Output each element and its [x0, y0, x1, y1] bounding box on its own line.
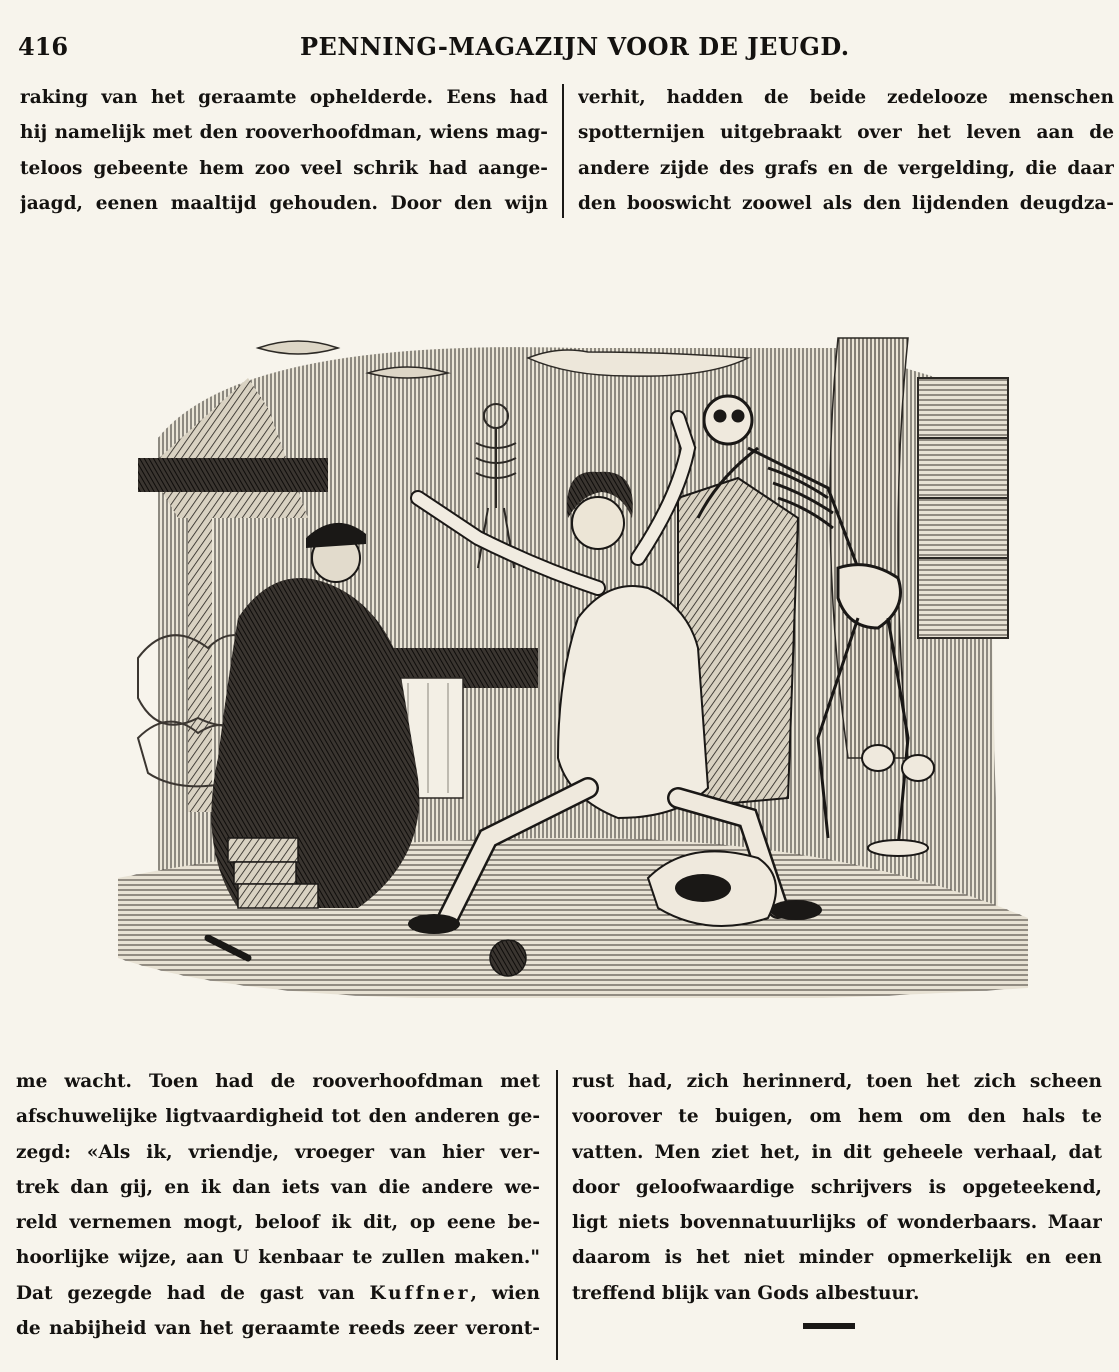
text-line: me wacht. Toen had de rooverhoofdman met — [16, 1071, 540, 1092]
text-line: zegd: «Als ik, vriendje, vroeger van hier ver- — [16, 1141, 540, 1163]
text-line: andere zijde des grafs en de vergelding, die daar — [578, 157, 1114, 179]
text-line: voorover te buigen, om hem om den hals te — [572, 1106, 1102, 1128]
text-line: hij namelijk met den rooverhoofdman, wiens mag- — [20, 122, 548, 144]
page-number: 416 — [18, 32, 69, 61]
text-line: den booswicht zoowel als den lijdenden deugdza- — [578, 192, 1114, 214]
text-line: door geloofwaardige schrijvers is opgeteekend, — [572, 1176, 1102, 1198]
top-right-column — [578, 80, 1114, 221]
text-line: jaagd, eenen maaltijd gehouden. Door den wijn — [20, 192, 548, 214]
top-left-column — [20, 80, 548, 221]
name-kuffner: Kuffner — [369, 1282, 471, 1304]
text-line: de nabijheid van het geraamte reeds zeer veront- — [16, 1318, 540, 1340]
text-line: verhit, hadden de beide zedelooze menschen — [578, 87, 1114, 108]
text-line: ligt niets bovennatuurlijks of wonderbaars. Maar — [572, 1212, 1102, 1234]
bottom-left-column — [16, 1064, 540, 1346]
running-title: PENNING-MAGAZIJN VOOR DE JEUGD. — [300, 32, 850, 61]
text-line: treffend blijk van Gods albestuur. — [572, 1282, 920, 1304]
text-line: daarom is het niet minder opmerkelijk en een — [572, 1247, 1102, 1269]
text-line: teloos gebeente hem zoo veel schrik had aange- — [20, 157, 548, 179]
text-line: raking van het geraamte ophelderde. Eens had — [20, 87, 548, 108]
column-divider — [556, 1070, 558, 1360]
text-line: vatten. Men ziet het, in dit geheele verhaal, dat — [572, 1141, 1102, 1163]
text-line: afschuwelijke ligtvaardigheid tot den anderen ge- — [16, 1106, 540, 1128]
engraving-illustration — [118, 318, 1028, 998]
column-divider — [562, 84, 564, 218]
bottom-right-column — [572, 1064, 1102, 1311]
text-line — [16, 1276, 540, 1311]
text-line: reld vernemen mogt, beloof ik dit, op eene be- — [16, 1212, 540, 1234]
text-fragment: , wien — [470, 1282, 540, 1304]
text-line: spotternijen uitgebraakt over het leven aan de — [578, 122, 1114, 144]
text-line: trek dan gij, en ik dan iets van die andere we- — [16, 1176, 540, 1198]
text-line: rust had, zich herinnerd, toen het zich scheen — [572, 1071, 1102, 1092]
end-ornament-rule — [803, 1323, 855, 1329]
text-line: hoorlijke wijze, aan U kenbaar te zullen maken." — [16, 1247, 540, 1269]
text-fragment: Dat gezegde had de gast van — [16, 1282, 370, 1304]
page-header — [0, 26, 1119, 70]
